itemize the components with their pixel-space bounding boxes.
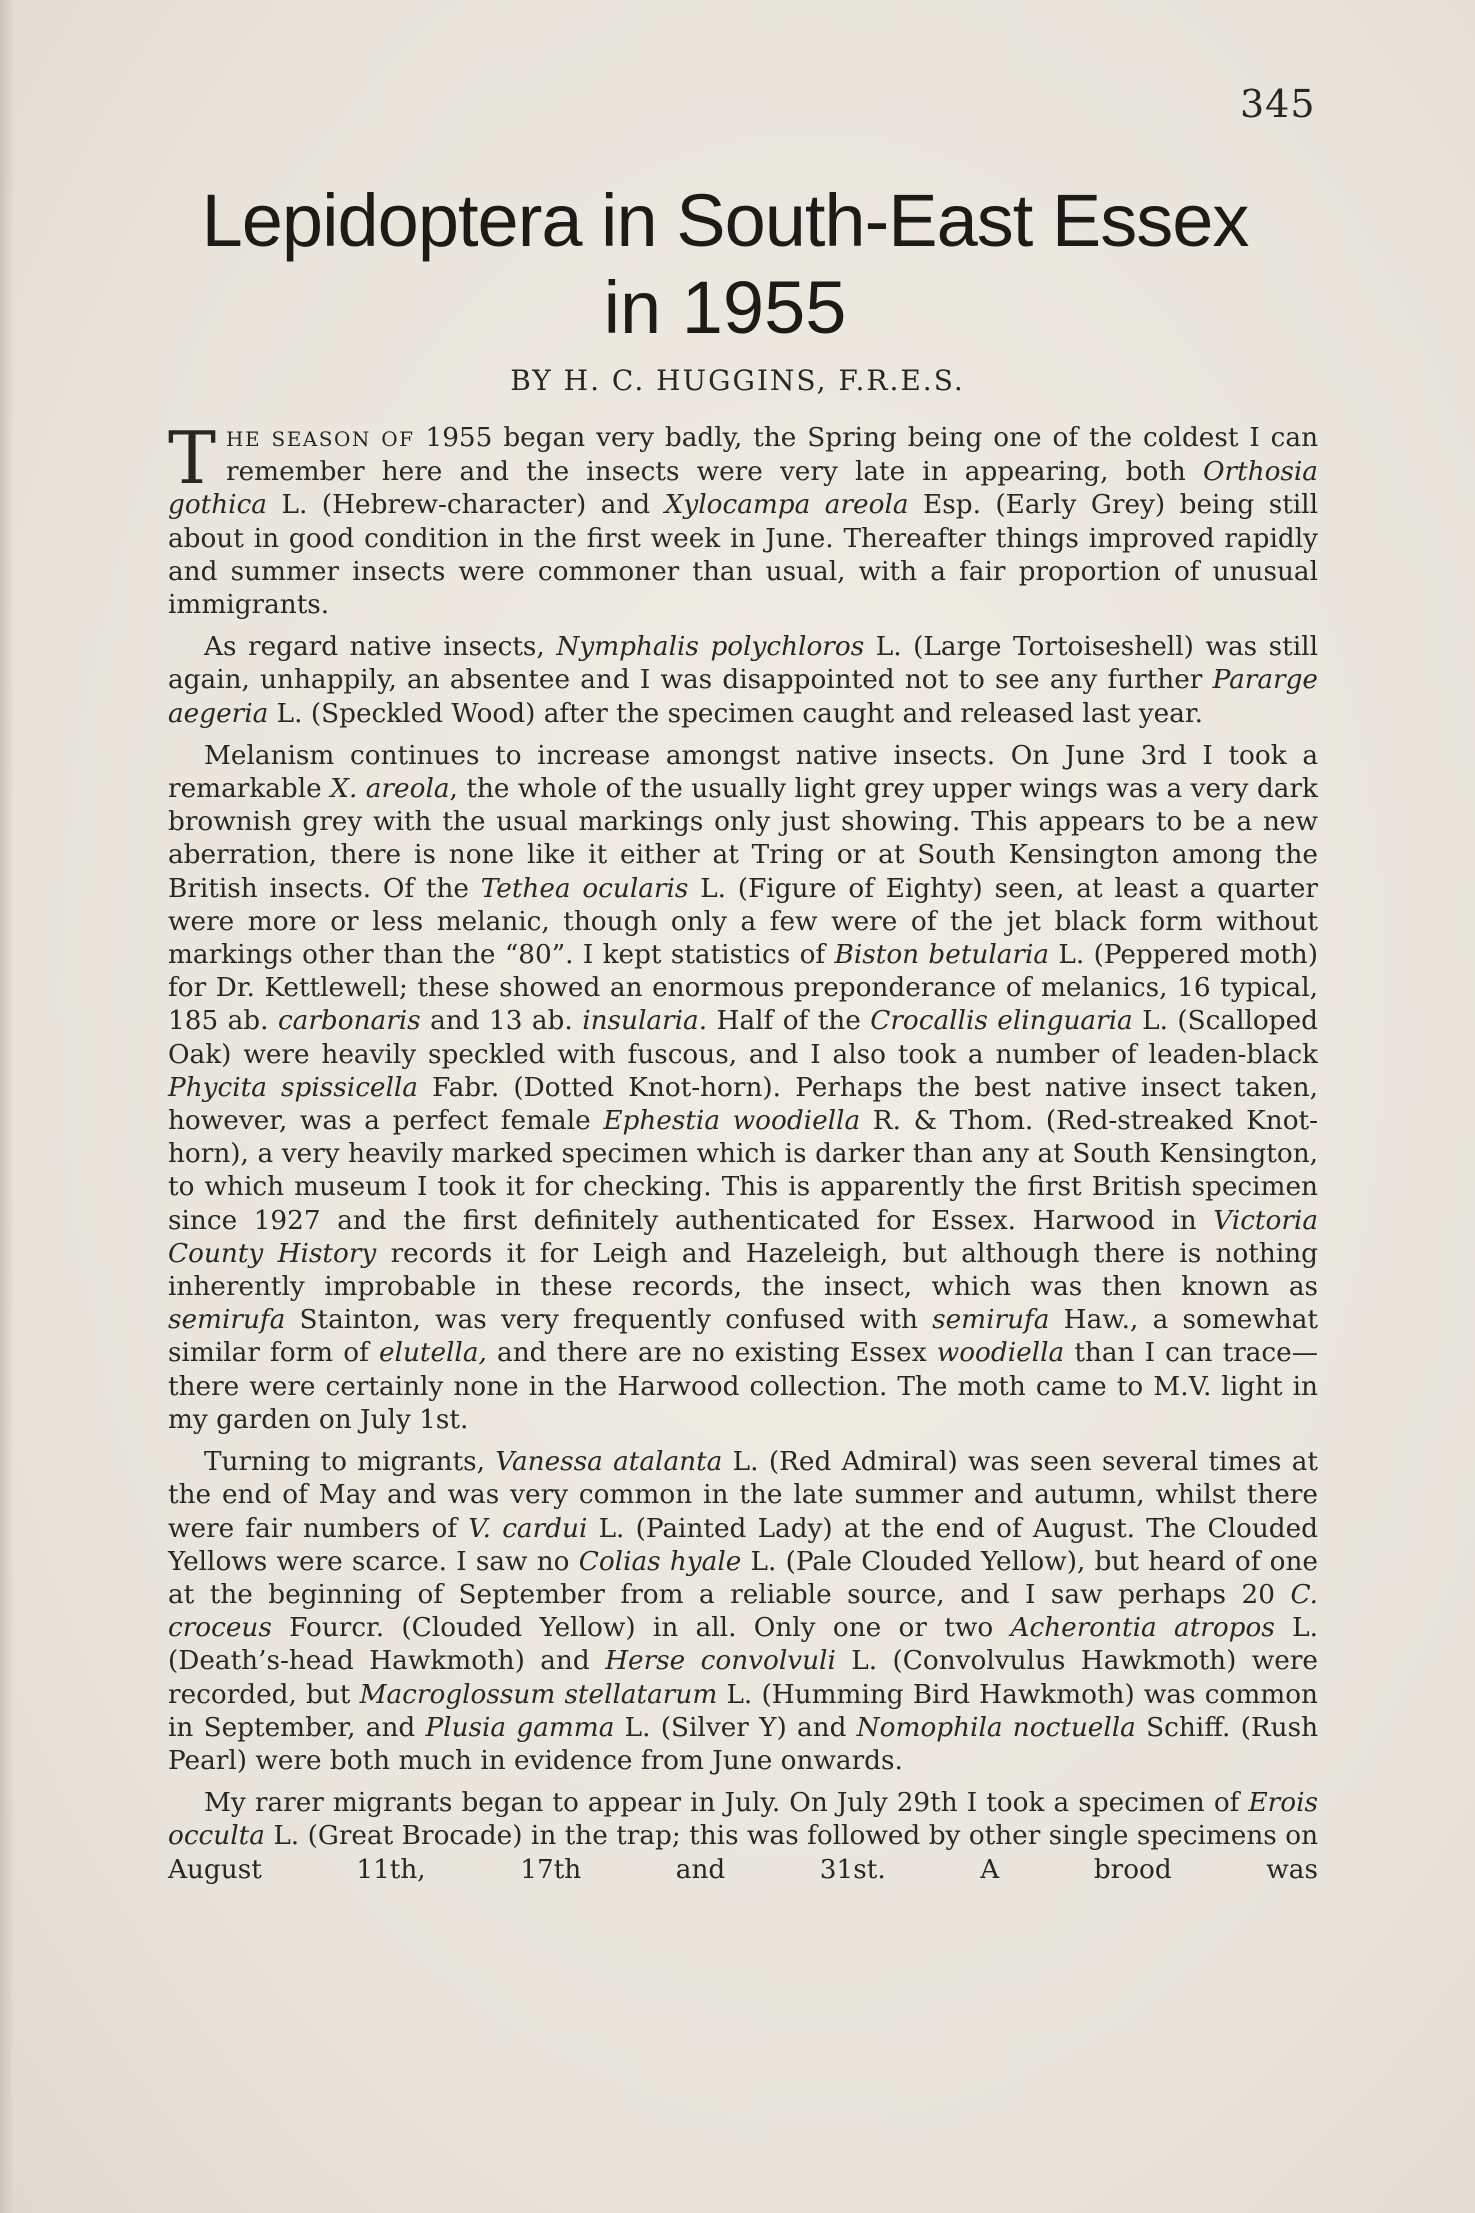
species-name: Macroglossum stellatarum	[359, 1679, 718, 1710]
species-name: Plusia gamma	[425, 1712, 615, 1743]
text: L. (Humming Bird Hawkmoth) was common in September, and	[168, 1679, 1318, 1743]
article-title-line2: in 1955	[603, 266, 847, 349]
species-name: Phycita spissicella	[168, 1072, 418, 1103]
paragraph-4	[168, 1446, 1318, 1778]
article-title: Lepidoptera in South-East Essex	[201, 179, 1249, 262]
species-name: Crocallis elinguaria	[870, 1006, 1133, 1037]
text: L. (Peppered moth) for Dr. Kettlewell; these showed an enormous preponderance of melanics, 16 typical, 185 ab.	[168, 940, 1318, 1037]
species-name: elutella,	[378, 1338, 487, 1369]
drop-cap: T	[168, 416, 217, 500]
species-name: Pararge aegeria	[168, 665, 1318, 729]
text: Turning to migrants,	[204, 1447, 496, 1478]
species-name: Nymphalis polychloros	[556, 632, 865, 663]
text: L. (Scalloped Oak) were heavily speckled with fuscous, and I also took a number of leaden-black	[168, 1006, 1318, 1070]
text: records it for Leigh and Hazeleigh, but although there is nothing inherently improbable in these records, the insect, which was then known as	[168, 1238, 1318, 1303]
species-name: carbonaris	[277, 1006, 421, 1037]
text: L. (Speckled Wood) after the specimen caught and released last year.	[268, 698, 1203, 729]
author-byline: BY H. C. HUGGINS, F.R.E.S.	[510, 364, 965, 397]
book-title: Victoria County History	[168, 1205, 1318, 1269]
text: L. (Large Tortoiseshell) was still again, unhappily, an absentee and I was disappointed not to see any further	[168, 632, 1318, 696]
text: Fabr. (Dotted Knot-horn). Perhaps the best native insect taken, however, was a perfect female	[168, 1072, 1318, 1137]
small-caps-opening: HE SEASON OF	[226, 427, 415, 451]
binding-edge	[0, 0, 14, 2213]
text: As regard native insects,	[204, 632, 557, 663]
paragraph-3	[168, 740, 1318, 1437]
text: and 13 ab.	[420, 1006, 583, 1037]
text: L. (Painted Lady) at the end of August. The Clouded Yellows were scarce. I saw no	[168, 1513, 1318, 1577]
paragraph-1	[168, 416, 1319, 622]
text: 1955 began very badly, the Spring being one of the coldest I can remember here and the insects were very late in appearing, both	[226, 423, 1319, 488]
text: L. (Great Brocade) in the trap; this was followed by other single specimens on August 11th, 17th and 31st. A brood was	[168, 1821, 1318, 1885]
article-body	[168, 416, 1319, 1896]
species-name: Tethea ocularis	[480, 873, 689, 904]
species-name: V. cardui	[468, 1513, 588, 1544]
text: L. (Death’s-head Hawkmoth) and	[168, 1613, 1318, 1677]
text: than I can trace—there were certainly none in the Harwood collection. The moth came to M.V. light in my garden on July 1st.	[168, 1338, 1318, 1435]
text: L. (Pale Clouded Yellow), but heard of one at the beginning of September from a reliable source, and I saw perhaps 20	[168, 1546, 1318, 1610]
species-name: woodiella	[936, 1338, 1065, 1369]
species-name: Erois occulta	[168, 1788, 1318, 1852]
text: Half of the	[707, 1006, 871, 1037]
species-name: Xylocampa areola	[664, 490, 909, 521]
species-name: semirufa	[932, 1305, 1050, 1336]
page-number: 345	[1240, 82, 1316, 126]
species-name: Biston betularia	[834, 940, 1050, 971]
species-name: Herse convolvuli	[605, 1646, 836, 1677]
text: Melanism continues to increase amongst native insects. On June 3rd I took a remarkable	[168, 740, 1318, 805]
text: Haw., a somewhat similar form of	[168, 1305, 1318, 1369]
species-name: Colias hyale	[578, 1546, 742, 1577]
text: Fourcr. (Clouded Yellow) in all. Only one or two	[271, 1613, 1011, 1644]
species-name: Orthosia gothica	[168, 457, 1318, 521]
text: My rarer migrants began to appear in July. On July 29th I took a specimen of	[204, 1788, 1249, 1819]
species-name: Ephestia woodiella	[603, 1106, 861, 1137]
species-name: insularia.	[582, 1006, 708, 1037]
text: R. & Thom. (Red-streaked Knot-horn), a very heavily marked specimen which is darker than any at South Kensington, to which museum I took it for checking. This is apparently the first British specimen since 1927 and the first definitely authenticated for Essex. Harwood in	[168, 1106, 1318, 1236]
species-name: X. areola	[330, 774, 450, 805]
paragraph-5	[168, 1787, 1318, 1887]
paragraph-2	[168, 631, 1318, 731]
text: and there are no existing Essex	[486, 1338, 937, 1369]
text: L. (Hebrew-character) and	[267, 490, 665, 521]
species-name: C. croceus	[168, 1579, 1318, 1644]
text: L. (Figure of Eighty) seen, at least a quarter were more or less melanic, though only a few were of the jet black form without markings other than the “80”. I kept statistics of	[168, 873, 1318, 971]
species-name: semirufa	[168, 1305, 286, 1336]
text: , the whole of the usually light grey upper wings was a very dark brownish grey with the usual markings only just showing. This appears to be a new aberration, there is none like it either at Tring or at South Kensington among the British insects. Of the	[168, 774, 1318, 904]
species-name: Vanessa atalanta	[495, 1447, 723, 1478]
text: Schiff. (Rush Pearl) were both much in evidence from June onwards.	[168, 1712, 1319, 1776]
text: L. (Convolvulus Hawkmoth) were recorded, but	[168, 1646, 1318, 1710]
text: Stainton, was very frequently confused with	[285, 1305, 933, 1336]
species-name: Acherontia atropos	[1010, 1613, 1275, 1644]
text: Esp. (Early Grey) being still about in good condition in the first week in June. Thereafter things improved rapidly and summer insects were commoner than usual, with a fair proportion of unusual immigrants.	[168, 490, 1318, 621]
species-name: Nomophila noctuella	[856, 1712, 1136, 1743]
text: L. (Red Admiral) was seen several times at the end of May and was very common in the late summer and autumn, whilst there were fair numbers of	[168, 1447, 1318, 1544]
text: L. (Silver Y) and	[614, 1712, 857, 1743]
